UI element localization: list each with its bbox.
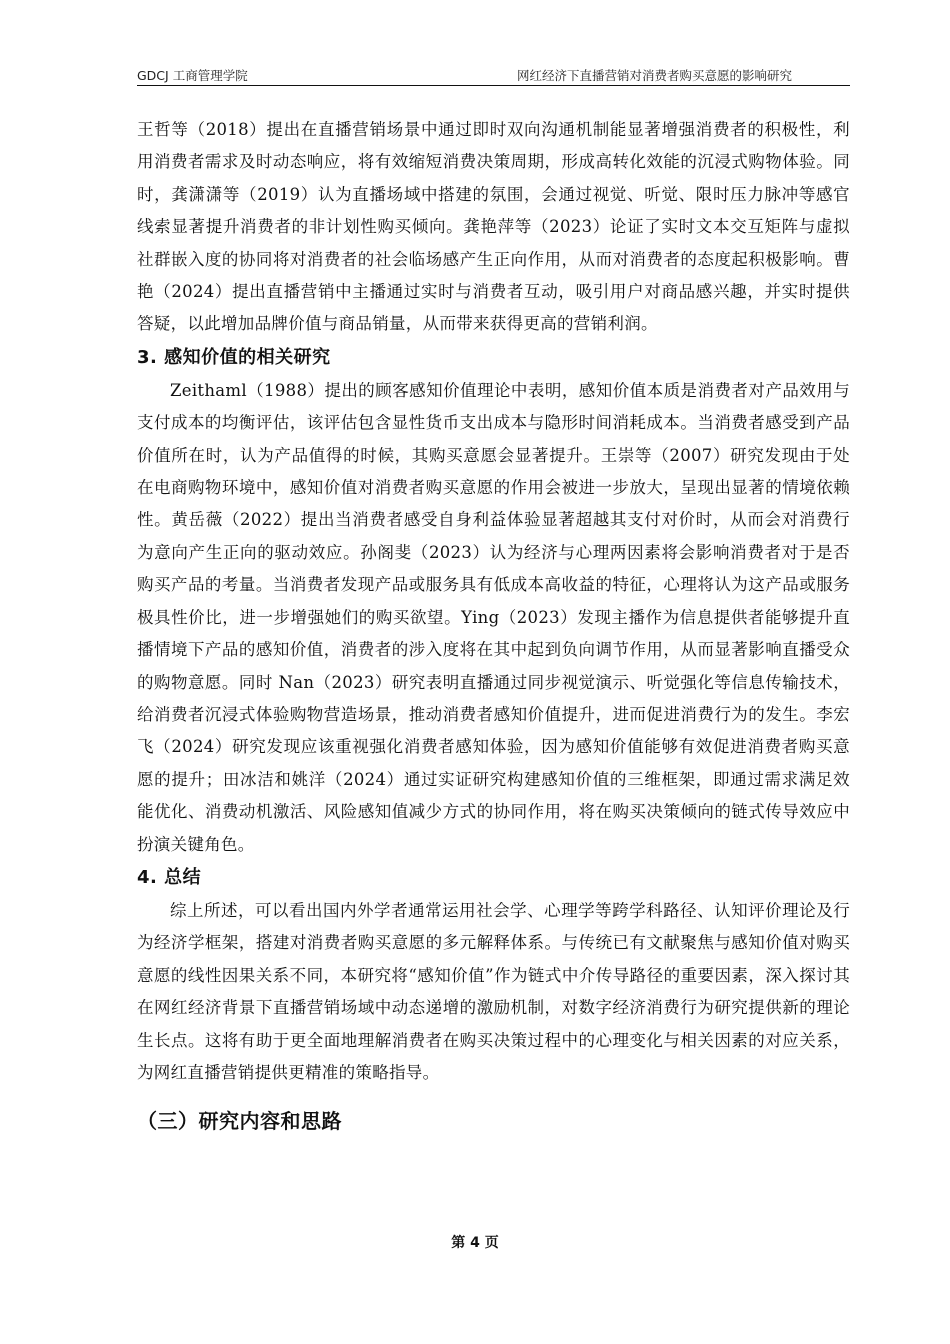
header-divider [137,85,850,86]
page-number: 第 4 页 [451,1235,499,1251]
heading-perceived-value: 3. 感知价值的相关研究 [137,346,331,368]
header-title: 网红经济下直播营销对消费者购买意愿的影响研究 [516,68,792,83]
paragraph-summary: 综上所述，可以看出国内外学者通常运用社会学、心理学等跨学科路径、认知评价理论及行为经济学框架，搭建对消费者购买意愿的多元解释体系。与传统已有文献聚焦与感知价值对购买意愿的线性因果关系不同，本研究将“感知价值”作为链式中介传导路径的重要因素，深入探讨其在网红经济背景下直播营销场域中动态递增的激励机制，对数字经济消费行为研究提供新的理论生长点。这将有助于更全面地理解消费者在购买决策过程中的心理变化与相关因素的对应关系，为网红直播营销提供更精准的策略指导。 [137,900,850,1082]
heading-summary: 4. 总结 [137,866,202,888]
heading-research-content: （三）研究内容和思路 [137,1109,342,1134]
paragraph-live-marketing-studies: 王哲等（2018）提出在直播营销场景中通过即时双向沟通机制能显著增强消费者的积极性，利用消费者需求及时动态响应，将有效缩短消费决策周期，形成高转化效能的沉浸式购物体验。同时，龚潇潇等（2019）认为直播场域中搭建的氛围，会通过视觉、听觉、限时压力脉冲等感官线索显著提升消费者的非计划性购买倾向。龚艳萍等（2023）论证了实时文本交互矩阵与虚拟社群嵌入度的协同将对消费者的社会临场感产生正向作用，从而对消费者的态度起积极影响。曹艳（2024）提出直播营销中主播通过实时与消费者互动，吸引用户对商品感兴趣，并实时提供答疑，以此增加品牌价值与商品销量，从而带来获得更高的营销利润。 [137,120,850,334]
body-content [137,114,850,1139]
header-institution: GDCJ 工商管理学院 [137,68,248,83]
paragraph-perceived-value: Zeithaml（1988）提出的顾客感知价值理论中表明，感知价值本质是消费者对产品效用与支付成本的均衡评估，该评估包含显性货币支出成本与隐形时间消耗成本。当消费者感受到产品价值所在时，认为产品值得的时候，其购买意愿会显著提升。王崇等（2007）研究发现由于处在电商购物环境中，感知价值对消费者购买意愿的作用会被进一步放大，呈现出显著的情境依赖性。黄岳薇（2022）提出当消费者感受自身利益体验显著超越其支付对价时，从而会对消费行为意向产生正向的驱动效应。孙阁斐（2023）认为经济与心理两因素将会影响消费者对于是否购买产品的考量。当消费者发现产品或服务具有低成本高收益的特征，心理将认为这产品或服务极具性价比，进一步增强她们的购买欲望。Ying（2023）发现主播作为信息提供者能够提升直播情境下产品的感知价值，消费者的涉入度将在其中起到负向调节作用，从而显著影响直播受众的购物意愿。同时 Nan（2023）研究表明直播通过同步视觉演示、听觉强化等信息传输技术，给消费者沉浸式体验购物营造场景，推动消费者感知价值提升，进而促进消费行为的发生。李宏飞（2024）研究发现应该重视强化消费者感知体验，因为感知价值能够有效促进消费者购买意愿的提升；田冰洁和姚洋（2024）通过实证研究构建感知价值的三维框架，即通过需求满足效能优化、消费动机激活、风险感知值减少方式的协同作用，将在购买决策倾向的链式传导效应中扮演关键角色。 [137,380,850,854]
